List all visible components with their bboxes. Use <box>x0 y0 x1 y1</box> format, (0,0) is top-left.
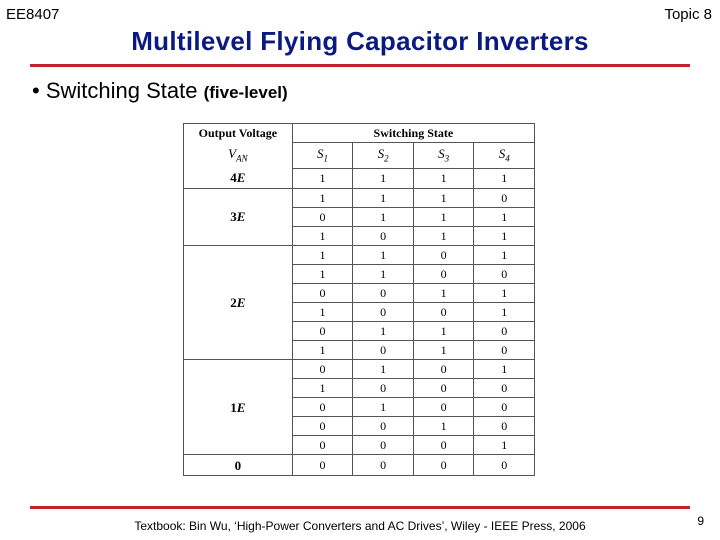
course-code: EE8407 <box>6 6 60 23</box>
table-row <box>184 188 535 207</box>
switch-state-cell: 1 <box>413 226 474 245</box>
switch-state-cell: 1 <box>292 226 353 245</box>
switch-state-cell: 0 <box>292 321 353 340</box>
footer-citation: Textbook: Bin Wu, ‘High-Power Converters and AC Drives’, Wiley - IEEE Press, 2006 <box>134 519 586 533</box>
switch-state-cell: 1 <box>474 207 535 226</box>
switch-state-cell: 0 <box>413 379 474 398</box>
switch-state-cell: 0 <box>353 340 414 359</box>
output-level-cell: 1E <box>184 360 293 455</box>
switch-state-cell: 0 <box>474 188 535 207</box>
switch-state-cell: 1 <box>353 360 414 379</box>
table-row <box>184 455 535 476</box>
output-level-cell: 2E <box>184 245 293 359</box>
table-body <box>184 124 535 476</box>
switch-state-cell: 1 <box>292 340 353 359</box>
page-number: 9 <box>697 514 704 528</box>
switch-state-cell: 1 <box>413 283 474 302</box>
bullet-point <box>32 78 288 104</box>
switch-state-cell: 1 <box>292 188 353 207</box>
table-row <box>184 360 535 379</box>
switch-state-cell: 1 <box>292 302 353 321</box>
switch-state-cell: 1 <box>292 245 353 264</box>
switch-state-cell: 1 <box>413 168 474 188</box>
topic-label: Topic 8 <box>664 6 712 23</box>
switch-state-cell: 0 <box>474 340 535 359</box>
switch-state-cell: 0 <box>413 398 474 417</box>
output-level-cell: 3E <box>184 188 293 245</box>
switch-state-cell: 0 <box>474 417 535 436</box>
switch-state-cell: 1 <box>413 417 474 436</box>
switch-state-cell: 0 <box>474 398 535 417</box>
switch-state-cell: 1 <box>474 302 535 321</box>
switch-state-cell: 1 <box>413 207 474 226</box>
header-s4: $S_4$ <box>474 143 535 169</box>
switching-state-table <box>183 123 535 476</box>
header-output-voltage: Output Voltage <box>184 124 293 143</box>
switch-state-cell: 0 <box>474 264 535 283</box>
switch-state-cell: 0 <box>353 379 414 398</box>
switch-state-cell: 1 <box>292 379 353 398</box>
slide-title: Multilevel Flying Capacitor Inverters <box>131 26 589 56</box>
switch-state-cell: 0 <box>292 417 353 436</box>
switch-state-cell: 0 <box>474 379 535 398</box>
table-header-row <box>184 124 535 143</box>
switch-state-cell: 0 <box>353 455 414 476</box>
switch-state-cell: 0 <box>413 436 474 455</box>
header-s2: $S_2$ <box>353 143 414 169</box>
output-level-cell: 4E <box>184 168 293 188</box>
switch-state-cell: 1 <box>413 340 474 359</box>
van-symbol: $V_{AN}$ <box>228 146 248 164</box>
bullet-subtext: (five-level) <box>203 83 288 102</box>
switch-state-cell: 1 <box>353 264 414 283</box>
switch-state-cell: 0 <box>292 360 353 379</box>
switch-state-cell: 1 <box>413 321 474 340</box>
switch-state-cell: 1 <box>353 245 414 264</box>
switch-state-cell: 0 <box>292 455 353 476</box>
table-row <box>184 245 535 264</box>
switch-state-cell: 0 <box>353 436 414 455</box>
switch-state-cell: 1 <box>292 264 353 283</box>
bottom-divider <box>30 506 690 509</box>
switch-state-cell: 1 <box>353 398 414 417</box>
switch-state-cell: 0 <box>292 398 353 417</box>
switch-state-cell: 0 <box>413 455 474 476</box>
table-subheader-row <box>184 143 535 169</box>
switch-state-cell: 1 <box>353 168 414 188</box>
header-switching-state: Switching State <box>292 124 534 143</box>
switch-state-cell: 1 <box>474 245 535 264</box>
switch-state-cell: 0 <box>292 436 353 455</box>
switch-state-cell: 0 <box>353 302 414 321</box>
switch-state-cell: 1 <box>292 168 353 188</box>
switch-state-cell: 0 <box>474 321 535 340</box>
switch-state-cell: 0 <box>353 417 414 436</box>
switch-state-cell: 0 <box>474 455 535 476</box>
switch-state-cell: 1 <box>474 360 535 379</box>
output-level-cell: 0 <box>184 455 293 476</box>
switch-state-cell: 1 <box>474 168 535 188</box>
switch-state-cell: 0 <box>413 264 474 283</box>
switch-state-cell: 0 <box>413 302 474 321</box>
switch-state-cell: 0 <box>413 360 474 379</box>
switch-state-cell: 1 <box>474 283 535 302</box>
switch-state-cell: 1 <box>413 188 474 207</box>
bullet-text: • Switching State <box>32 78 198 103</box>
top-divider <box>30 64 690 67</box>
switch-state-cell: 1 <box>353 207 414 226</box>
switch-state-cell: 1 <box>353 188 414 207</box>
switch-state-cell: 1 <box>353 321 414 340</box>
switch-state-cell: 0 <box>413 245 474 264</box>
switch-state-cell: 0 <box>353 283 414 302</box>
header-s1: $S_1$ <box>292 143 353 169</box>
switch-state-cell: 1 <box>474 226 535 245</box>
table-row <box>184 168 535 188</box>
switch-state-cell: 0 <box>353 226 414 245</box>
header-van <box>184 143 293 169</box>
header-s3: $S_3$ <box>413 143 474 169</box>
switch-state-cell: 0 <box>292 283 353 302</box>
switch-state-cell: 1 <box>474 436 535 455</box>
switch-state-cell: 0 <box>292 207 353 226</box>
